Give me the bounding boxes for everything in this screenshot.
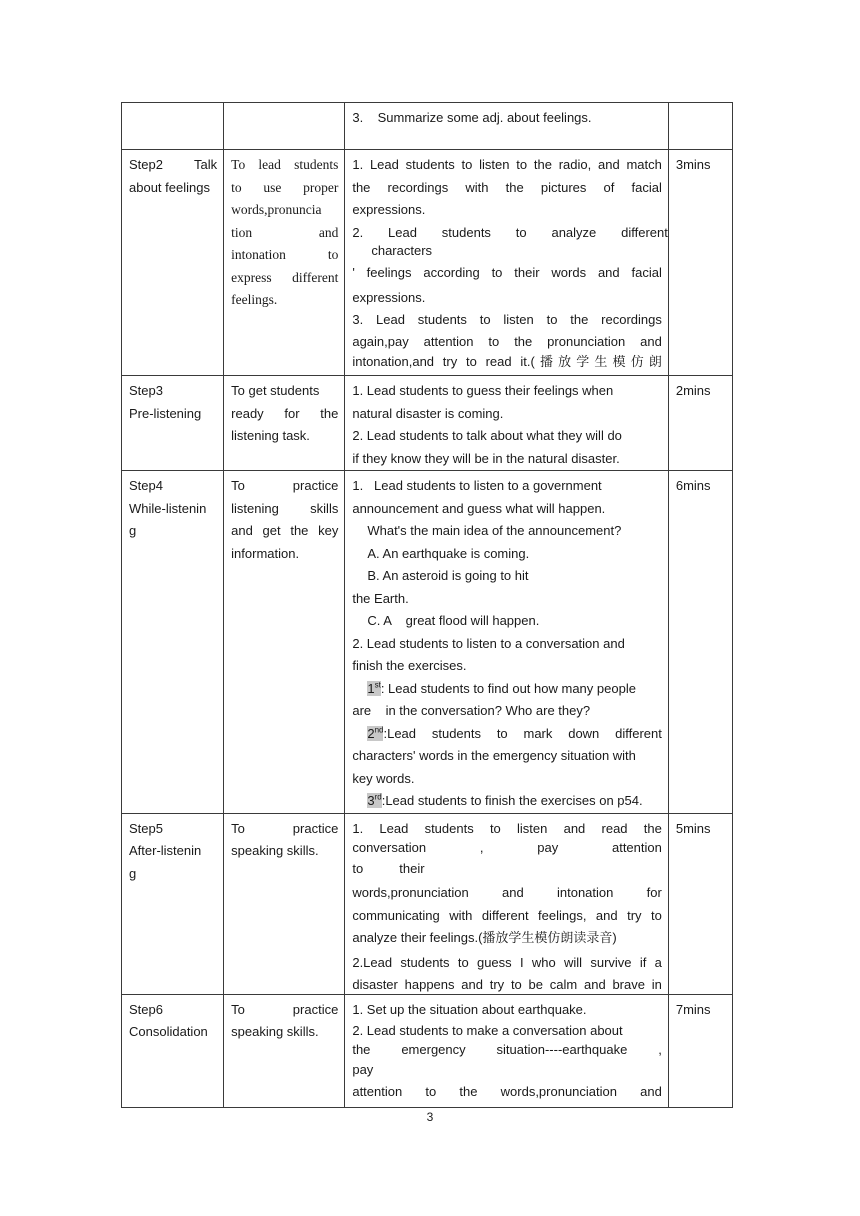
procedure-line: analyze their feelings.(播放学生模仿朗读录音) (352, 930, 617, 945)
objective-line: intonation to (231, 247, 339, 262)
procedure-cell (345, 376, 669, 471)
ordinal-marker (367, 726, 383, 741)
table-row (122, 471, 733, 814)
objective-cell (224, 994, 345, 1107)
procedure-line: 2. Lead students to talk about what they will do (352, 428, 622, 443)
duration: 2mins (675, 383, 711, 398)
step-label: Step3 (129, 383, 163, 398)
time-cell (668, 376, 732, 471)
procedure-cell (345, 150, 669, 376)
lesson-plan-table (121, 102, 733, 1108)
objective-cell (224, 471, 345, 814)
procedure-line: 2.Lead students to guess I who will survive if a (352, 954, 662, 970)
step-cell (122, 103, 224, 150)
duration: 5mins (675, 820, 711, 836)
objective-line: listening task. (231, 428, 310, 443)
procedure-line: the Earth. (352, 590, 409, 606)
procedure-line: are in the conversation? Who are they? (352, 703, 591, 718)
procedure-line: natural disaster is coming. (352, 405, 504, 421)
duration: 6mins (675, 478, 711, 493)
duration: 7mins (675, 1001, 711, 1017)
ordinal-suffix: st (374, 680, 381, 690)
objective-line: words,pronuncia (231, 202, 322, 217)
table-row (122, 376, 733, 471)
procedure-line: communicating with different feelings, and try to (352, 907, 662, 923)
procedure-cell (345, 994, 669, 1107)
objective-line: To get students (231, 383, 320, 398)
procedure-line: 1. Lead students to guess their feelings when (352, 383, 614, 398)
step-label: Step6 (129, 1001, 163, 1017)
step-label: about feelings (129, 179, 210, 195)
step-label: Step5 (129, 820, 163, 836)
step-label: While-listenin (129, 500, 207, 516)
time-cell (668, 150, 732, 376)
procedure-line: B. An asteroid is going to hit (367, 568, 529, 583)
procedure-line: characters' words in the emergency situation with (352, 748, 636, 763)
ordinal-marker (367, 793, 381, 808)
objective-line: tion and (231, 224, 339, 240)
procedure-text: : Lead students to find out how many people (380, 680, 636, 696)
step-label: Pre-listening (129, 405, 202, 421)
procedure-line: finish the exercises. (352, 658, 467, 673)
procedure-line: What's the main idea of the announcement? (367, 523, 622, 538)
step-label: Consolidation (129, 1024, 208, 1039)
procedure-line: 3. Summarize some adj. about feelings. (352, 110, 592, 125)
objective-cell (224, 813, 345, 994)
objective-line: speaking skills. (231, 843, 319, 858)
procedure-line: to their (352, 861, 425, 876)
ordinal-suffix: rd (374, 792, 382, 802)
objective-line: To practice (231, 478, 339, 493)
procedure-line: C. A great flood will happen. (367, 613, 540, 628)
step-cell (122, 471, 224, 814)
procedure-line: 1. Lead students to listen to the radio, and match (352, 157, 662, 172)
procedure-line: A. An earthquake is coming. (367, 545, 530, 561)
procedure-line: announcement and guess what will happen. (352, 500, 606, 516)
procedure-text: :Lead students to mark down different (383, 725, 662, 741)
procedure-line: if they know they will be in the natural disaster. (352, 450, 620, 466)
objective-line: To practice (231, 1001, 339, 1017)
procedure-line: again,pay attention to the pronunciation and (352, 333, 662, 349)
table-row (122, 150, 733, 376)
procedure-line: words,pronunciation and intonation for (352, 885, 662, 900)
ordinal-text: 2nd (367, 725, 384, 741)
procedure-cell (345, 813, 669, 994)
step-cell (122, 994, 224, 1107)
time-cell (668, 103, 732, 150)
table-row (122, 813, 733, 994)
objective-line: feelings. (231, 292, 278, 307)
objective-line: express different (231, 269, 339, 285)
objective-line: listening skills (231, 500, 339, 516)
step-label: After-listenin (129, 843, 202, 858)
procedure-cell (345, 471, 669, 814)
procedure-cell (345, 103, 669, 150)
procedure-line: 2. Lead students to analyze different (352, 224, 668, 240)
procedure-line: attention to the words,pronunciation and (352, 1084, 662, 1099)
objective-line: and get the key (231, 523, 339, 538)
procedure-line: characters (371, 243, 433, 258)
procedure-line: 2. Lead students to listen to a conversation and (352, 635, 625, 651)
procedure-text: :Lead students to finish the exercises on p54. (381, 793, 643, 808)
step-label: g (129, 865, 137, 881)
step-label: g (129, 523, 137, 538)
procedure-line: 3. Lead students to listen to the recordings (352, 312, 662, 327)
duration: 3mins (675, 157, 711, 172)
procedure-line: 2. Lead students to make a conversation about (352, 1023, 623, 1038)
procedure-line (352, 790, 662, 813)
objective-line: To practice (231, 820, 339, 836)
ordinal-text: 3rd (367, 792, 382, 808)
ordinal-suffix: nd (374, 725, 384, 735)
objective-line: information. (231, 545, 300, 561)
table-row (122, 994, 733, 1107)
time-cell (668, 994, 732, 1107)
procedure-line: the emergency situation----earthquake , (352, 1042, 662, 1057)
ordinal-text: 1st (367, 680, 381, 696)
procedure-line: the recordings with the pictures of facial (352, 179, 662, 195)
procedure-line (352, 678, 662, 701)
objective-line: To lead students (231, 157, 339, 172)
procedure-line: key words. (352, 770, 415, 786)
step-cell (122, 376, 224, 471)
step-cell (122, 813, 224, 994)
objective-line: to use proper (231, 179, 339, 195)
procedure-line: disaster happens and try to be calm and brave in (352, 977, 662, 992)
procedure-line: 1. Lead students to listen and read the (352, 820, 662, 836)
procedure-line: conversation , pay attention (352, 840, 662, 855)
procedure-line (352, 723, 662, 746)
objective-line: speaking skills. (231, 1024, 319, 1039)
procedure-line: expressions. (352, 202, 426, 217)
objective-line: ready for the (231, 405, 339, 421)
procedure-line: expressions. (352, 289, 426, 305)
step-cell (122, 150, 224, 376)
step-label: Step4 (129, 478, 163, 493)
table-row (122, 103, 733, 150)
time-cell (668, 471, 732, 814)
procedure-line: pay (352, 1062, 374, 1077)
objective-cell (224, 376, 345, 471)
procedure-line: intonation,and try to read it.(播放学生模仿朗 (352, 353, 662, 369)
time-cell (668, 813, 732, 994)
procedure-line: 1. Set up the situation about earthquake. (352, 1001, 587, 1017)
page-number: 3 (426, 1110, 434, 1124)
ordinal-marker (367, 681, 380, 696)
procedure-line: 1. Lead students to listen to a government (352, 478, 602, 493)
objective-cell (224, 150, 345, 376)
objective-cell (224, 103, 345, 150)
procedure-line: ' feelings according to their words and facial (352, 265, 662, 280)
step-label: Step2 Talk (129, 157, 218, 172)
